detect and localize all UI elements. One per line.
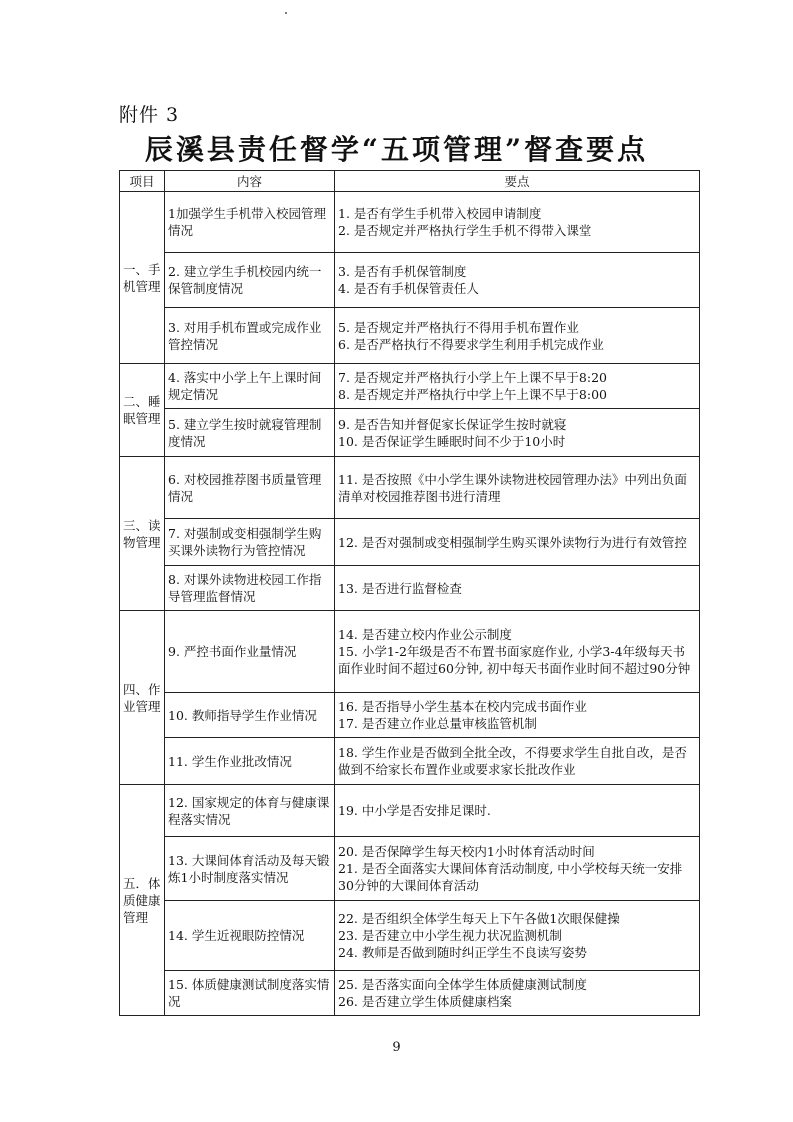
point-text: 15. 小学1-2年级是否不布置书面家庭作业, 小学3-4年级每天书面作业时间不超过60分钟, 初中每天书面作业时间不超过90分钟 bbox=[338, 644, 691, 676]
table-row bbox=[120, 837, 700, 901]
points-cell bbox=[335, 192, 700, 253]
point-text: 26. 是否建立学生体质健康档案 bbox=[338, 994, 512, 1009]
category-cell: 四、作业管理 bbox=[120, 611, 165, 785]
points-cell bbox=[335, 837, 700, 901]
points-cell bbox=[335, 785, 700, 837]
content-cell: 1加强学生手机带入校园管理情况 bbox=[165, 192, 335, 253]
content-cell: 13. 大课间体育活动及每天锻炼1小时制度落实情况 bbox=[165, 837, 335, 901]
point-text: 18. 学生作业是否做到全批全改，不得要求学生自批自改，是否做到不给家长布置作业或要求家长批改作业 bbox=[338, 745, 687, 777]
points-cell bbox=[335, 611, 700, 693]
points-cell bbox=[335, 519, 700, 566]
content-cell: 14. 学生近视眼防控情况 bbox=[165, 901, 335, 971]
point-text: 4. 是否有手机保管责任人 bbox=[338, 281, 479, 296]
points-cell bbox=[335, 308, 700, 364]
scan-speck bbox=[285, 12, 287, 14]
content-cell: 11. 学生作业批改情况 bbox=[165, 738, 335, 785]
table-row bbox=[120, 611, 700, 693]
header-row bbox=[120, 171, 700, 192]
points-cell bbox=[335, 693, 700, 738]
table-row bbox=[120, 901, 700, 971]
content-cell: 4. 落实中小学上午上课时间规定情况 bbox=[165, 364, 335, 409]
point-text: 12. 是否对强制或变相强制学生购买课外读物行为进行有效管控 bbox=[338, 534, 687, 550]
point-text: 17. 是否建立作业总量审核监管机制 bbox=[338, 716, 537, 731]
point-text: 8. 是否规定并严格执行中学上午上课不早于8:00 bbox=[338, 387, 607, 402]
header-content: 内容 bbox=[165, 171, 335, 192]
point-text: 9. 是否告知并督促家长保证学生按时就寝 bbox=[338, 416, 567, 432]
page-title: 辰溪县责任督学“五项管理”督查要点 bbox=[144, 133, 649, 166]
category-cell: 二、睡眠管理 bbox=[120, 364, 165, 457]
content-cell: 9. 严控书面作业量情况 bbox=[165, 611, 335, 693]
point-text: 21. 是否全面落实大课间体育活动制度, 中小学校每天统一安排30分钟的大课间体育活动 bbox=[338, 861, 683, 893]
point-text: 14. 是否建立校内作业公示制度 bbox=[338, 627, 512, 642]
content-cell: 12. 国家规定的体育与健康课程落实情况 bbox=[165, 785, 335, 837]
category-cell: 五．体质健康管理 bbox=[120, 785, 165, 1016]
point-text: 13. 是否进行监督检查 bbox=[338, 580, 462, 596]
table-row bbox=[120, 519, 700, 566]
points-cell bbox=[335, 738, 700, 785]
table-row bbox=[120, 738, 700, 785]
content-cell: 2. 建立学生手机校园内统一保管制度情况 bbox=[165, 253, 335, 308]
points-cell bbox=[335, 409, 700, 457]
content-cell: 3. 对用手机布置或完成作业管控情况 bbox=[165, 308, 335, 364]
point-text: 25. 是否落实面向全体学生体质健康测试制度 bbox=[338, 977, 587, 992]
table-row bbox=[120, 457, 700, 519]
point-text: 16. 是否指导小学生基本在校内完成书面作业 bbox=[338, 699, 587, 714]
content-cell: 8. 对课外读物进校园工作指导管理监督情况 bbox=[165, 566, 335, 611]
content-cell: 15. 体质健康测试制度落实情况 bbox=[165, 971, 335, 1016]
category-cell: 三、读物管理 bbox=[120, 457, 165, 611]
points-cell bbox=[335, 971, 700, 1016]
content-cell: 10. 教师指导学生作业情况 bbox=[165, 693, 335, 738]
page-number: 9 bbox=[392, 1040, 401, 1055]
point-text: 10. 是否保证学生睡眠时间不少于10小时 bbox=[338, 433, 566, 449]
table-row bbox=[120, 253, 700, 308]
point-text: 6. 是否严格执行不得要求学生利用手机完成作业 bbox=[338, 336, 604, 352]
point-text: 2. 是否规定并严格执行学生手机不得带入课堂 bbox=[338, 223, 592, 238]
table-row bbox=[120, 192, 700, 253]
header-item: 项目 bbox=[120, 171, 165, 192]
point-text: 20. 是否保障学生每天校内1小时体育活动时间 bbox=[338, 844, 595, 859]
point-text: 11. 是否按照《中小学生课外读物进校园管理办法》中列出负面清单对校园推荐图书进行清理 bbox=[338, 471, 687, 504]
category-cell: 一、手机管理 bbox=[120, 192, 165, 364]
table-row bbox=[120, 566, 700, 611]
point-text: 3. 是否有手机保管制度 bbox=[338, 264, 467, 279]
content-cell: 5. 建立学生按时就寝管理制度情况 bbox=[165, 409, 335, 457]
table-row bbox=[120, 364, 700, 409]
content-cell: 6. 对校园推荐图书质量管理情况 bbox=[165, 457, 335, 519]
point-text: 22. 是否组织全体学生每天上下午各做1次眼保健操 bbox=[338, 911, 620, 926]
point-text: 7. 是否规定并严格执行小学上午上课不早于8:20 bbox=[338, 370, 607, 385]
content-cell: 7. 对强制或变相强制学生购买课外读物行为管控情况 bbox=[165, 519, 335, 566]
table-row bbox=[120, 785, 700, 837]
header-points: 要点 bbox=[335, 171, 700, 192]
table-row bbox=[120, 308, 700, 364]
point-text: 1. 是否有学生手机带入校园申请制度 bbox=[338, 206, 542, 221]
inspection-table bbox=[119, 170, 700, 1016]
points-cell bbox=[335, 566, 700, 611]
point-text: 23. 是否建立中小学生视力状况监测机制 bbox=[338, 928, 562, 943]
table-row bbox=[120, 693, 700, 738]
point-text: 24. 教师是否做到随时纠正学生不良读写姿势 bbox=[338, 945, 587, 960]
points-cell bbox=[335, 457, 700, 519]
table-row bbox=[120, 971, 700, 1016]
point-text: 5. 是否规定并严格执行不得用手机布置作业 bbox=[338, 319, 579, 335]
points-cell bbox=[335, 364, 700, 409]
table-row bbox=[120, 409, 700, 457]
points-cell bbox=[335, 901, 700, 971]
attachment-label: 附件 3 bbox=[119, 104, 180, 126]
point-text: 19. 中小学是否安排足课时. bbox=[338, 803, 491, 818]
points-cell bbox=[335, 253, 700, 308]
